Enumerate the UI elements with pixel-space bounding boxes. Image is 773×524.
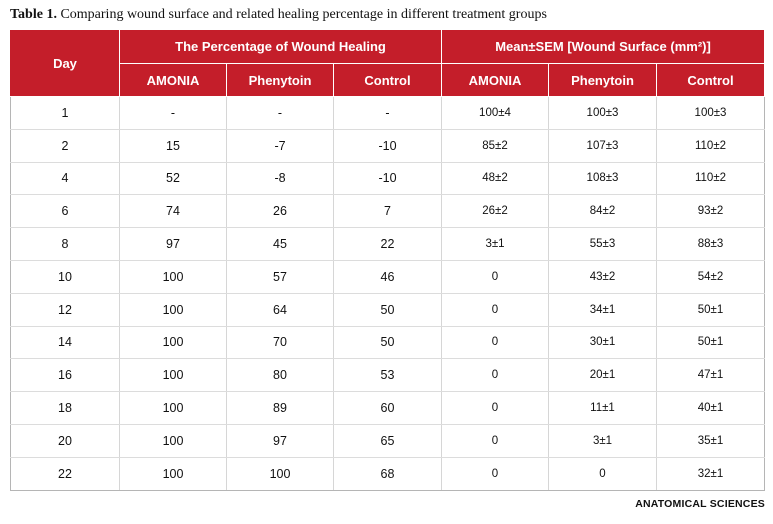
cell-healing-phenytoin: -8 bbox=[227, 162, 334, 195]
table-row bbox=[11, 293, 765, 326]
cell-healing-phenytoin: 80 bbox=[227, 359, 334, 392]
cell-healing-control: - bbox=[334, 97, 442, 130]
cell-surface-phenytoin: 43±2 bbox=[549, 260, 657, 293]
cell-surface-control: 32±1 bbox=[657, 457, 765, 490]
cell-healing-amonia: 100 bbox=[120, 359, 227, 392]
cell-healing-amonia: 52 bbox=[120, 162, 227, 195]
cell-day: 8 bbox=[11, 228, 120, 261]
cell-surface-amonia: 0 bbox=[442, 326, 549, 359]
cell-healing-phenytoin: 89 bbox=[227, 392, 334, 425]
cell-surface-phenytoin: 20±1 bbox=[549, 359, 657, 392]
cell-surface-control: 110±2 bbox=[657, 162, 765, 195]
table-caption bbox=[10, 6, 770, 24]
cell-day: 20 bbox=[11, 424, 120, 457]
cell-surface-phenytoin: 11±1 bbox=[549, 392, 657, 425]
header-surface-control: Control bbox=[657, 64, 765, 97]
cell-surface-amonia: 85±2 bbox=[442, 129, 549, 162]
cell-surface-phenytoin: 30±1 bbox=[549, 326, 657, 359]
table-row bbox=[11, 97, 765, 130]
table-row bbox=[11, 392, 765, 425]
cell-day: 14 bbox=[11, 326, 120, 359]
cell-surface-control: 35±1 bbox=[657, 424, 765, 457]
cell-healing-phenytoin: 64 bbox=[227, 293, 334, 326]
cell-surface-amonia: 100±4 bbox=[442, 97, 549, 130]
header-healing-control: Control bbox=[334, 64, 442, 97]
cell-surface-phenytoin: 0 bbox=[549, 457, 657, 490]
cell-surface-control: 47±1 bbox=[657, 359, 765, 392]
header-group-healing: The Percentage of Wound Healing bbox=[120, 30, 442, 64]
cell-healing-amonia: 100 bbox=[120, 293, 227, 326]
cell-day: 22 bbox=[11, 457, 120, 490]
header-surface-amonia: AMONIA bbox=[442, 64, 549, 97]
cell-surface-amonia: 26±2 bbox=[442, 195, 549, 228]
cell-healing-phenytoin: 57 bbox=[227, 260, 334, 293]
cell-healing-control: -10 bbox=[334, 129, 442, 162]
cell-healing-control: 68 bbox=[334, 457, 442, 490]
cell-healing-control: 60 bbox=[334, 392, 442, 425]
cell-healing-phenytoin: 97 bbox=[227, 424, 334, 457]
cell-surface-control: 50±1 bbox=[657, 326, 765, 359]
cell-day: 10 bbox=[11, 260, 120, 293]
cell-day: 16 bbox=[11, 359, 120, 392]
table-row bbox=[11, 162, 765, 195]
wound-healing-table bbox=[10, 29, 765, 491]
header-day: Day bbox=[11, 30, 120, 97]
cell-healing-control: 53 bbox=[334, 359, 442, 392]
cell-surface-control: 54±2 bbox=[657, 260, 765, 293]
table-row bbox=[11, 457, 765, 490]
cell-healing-control: 46 bbox=[334, 260, 442, 293]
cell-surface-amonia: 0 bbox=[442, 392, 549, 425]
cell-surface-phenytoin: 34±1 bbox=[549, 293, 657, 326]
cell-surface-amonia: 0 bbox=[442, 359, 549, 392]
cell-surface-phenytoin: 84±2 bbox=[549, 195, 657, 228]
header-surface-phenytoin: Phenytoin bbox=[549, 64, 657, 97]
table-body bbox=[11, 97, 765, 491]
cell-healing-control: 50 bbox=[334, 326, 442, 359]
cell-healing-amonia: 74 bbox=[120, 195, 227, 228]
table-row bbox=[11, 260, 765, 293]
cell-healing-amonia: 100 bbox=[120, 457, 227, 490]
cell-surface-phenytoin: 55±3 bbox=[549, 228, 657, 261]
journal-logo: ANATOMICAL SCIENCES bbox=[635, 498, 765, 510]
cell-healing-control: 65 bbox=[334, 424, 442, 457]
cell-healing-control: 7 bbox=[334, 195, 442, 228]
header-healing-phenytoin: Phenytoin bbox=[227, 64, 334, 97]
cell-surface-control: 50±1 bbox=[657, 293, 765, 326]
cell-surface-amonia: 0 bbox=[442, 424, 549, 457]
cell-healing-control: 50 bbox=[334, 293, 442, 326]
cell-surface-amonia: 0 bbox=[442, 293, 549, 326]
table-row bbox=[11, 129, 765, 162]
cell-day: 12 bbox=[11, 293, 120, 326]
cell-surface-control: 100±3 bbox=[657, 97, 765, 130]
cell-surface-control: 88±3 bbox=[657, 228, 765, 261]
cell-surface-control: 110±2 bbox=[657, 129, 765, 162]
cell-surface-amonia: 0 bbox=[442, 260, 549, 293]
cell-day: 18 bbox=[11, 392, 120, 425]
cell-healing-phenytoin: - bbox=[227, 97, 334, 130]
cell-healing-amonia: 100 bbox=[120, 392, 227, 425]
cell-surface-phenytoin: 3±1 bbox=[549, 424, 657, 457]
cell-day: 6 bbox=[11, 195, 120, 228]
header-healing-amonia: AMONIA bbox=[120, 64, 227, 97]
cell-surface-amonia: 3±1 bbox=[442, 228, 549, 261]
cell-healing-amonia: - bbox=[120, 97, 227, 130]
cell-day: 2 bbox=[11, 129, 120, 162]
table-row bbox=[11, 228, 765, 261]
cell-healing-amonia: 100 bbox=[120, 424, 227, 457]
caption-text: Comparing wound surface and related healing percentage in different treatment groups bbox=[56, 7, 547, 22]
cell-surface-control: 40±1 bbox=[657, 392, 765, 425]
cell-healing-amonia: 100 bbox=[120, 260, 227, 293]
cell-healing-phenytoin: -7 bbox=[227, 129, 334, 162]
cell-healing-amonia: 15 bbox=[120, 129, 227, 162]
caption-label: Table 1. bbox=[10, 7, 57, 22]
cell-healing-amonia: 100 bbox=[120, 326, 227, 359]
cell-healing-phenytoin: 45 bbox=[227, 228, 334, 261]
table-row bbox=[11, 359, 765, 392]
cell-surface-amonia: 0 bbox=[442, 457, 549, 490]
cell-healing-amonia: 97 bbox=[120, 228, 227, 261]
cell-surface-phenytoin: 107±3 bbox=[549, 129, 657, 162]
table-row bbox=[11, 326, 765, 359]
table-row bbox=[11, 424, 765, 457]
cell-surface-phenytoin: 108±3 bbox=[549, 162, 657, 195]
cell-day: 4 bbox=[11, 162, 120, 195]
cell-healing-phenytoin: 26 bbox=[227, 195, 334, 228]
cell-day: 1 bbox=[11, 97, 120, 130]
cell-surface-phenytoin: 100±3 bbox=[549, 97, 657, 130]
cell-surface-amonia: 48±2 bbox=[442, 162, 549, 195]
cell-surface-control: 93±2 bbox=[657, 195, 765, 228]
table-row bbox=[11, 195, 765, 228]
cell-healing-phenytoin: 100 bbox=[227, 457, 334, 490]
cell-healing-phenytoin: 70 bbox=[227, 326, 334, 359]
cell-healing-control: -10 bbox=[334, 162, 442, 195]
header-group-surface: Mean±SEM [Wound Surface (mm²)] bbox=[442, 30, 765, 64]
cell-healing-control: 22 bbox=[334, 228, 442, 261]
